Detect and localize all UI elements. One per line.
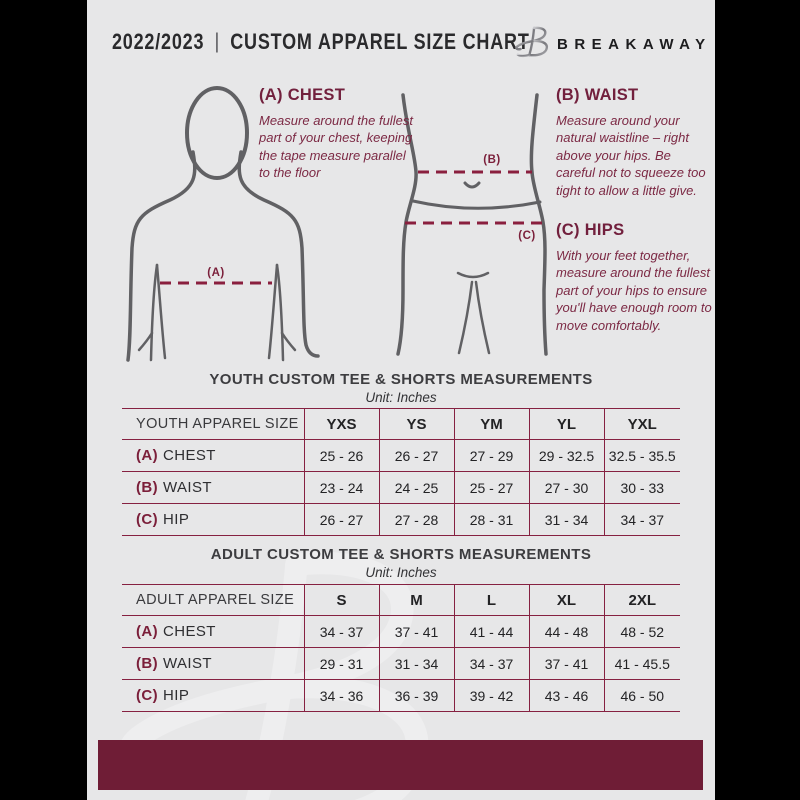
cell: 23 - 24 — [304, 472, 379, 504]
cell: 48 - 52 — [604, 616, 680, 648]
table-row-chest — [122, 616, 680, 648]
cell: 34 - 37 — [304, 616, 379, 648]
row-label: WAIST — [163, 655, 212, 672]
row-prefix: (C) — [136, 687, 159, 704]
cell: 44 - 48 — [529, 616, 604, 648]
cell: 29 - 32.5 — [529, 440, 604, 472]
row-label: CHEST — [163, 447, 216, 464]
cell: 37 - 41 — [379, 616, 454, 648]
chest-section-heading: (A) CHEST — [259, 86, 346, 104]
table-row-hip — [122, 504, 680, 536]
size-column-header: YOUTH APPAREL SIZE — [122, 409, 304, 440]
black-margin-right — [715, 0, 800, 800]
adult-table-title: ADULT CUSTOM TEE & SHORTS MEASUREMENTS — [210, 546, 592, 563]
youth-table-unit: Unit: Inches — [365, 390, 437, 405]
chest-section-description: Measure around the fullest part of your chest, keeping the tape measure parallel to the floor — [259, 113, 413, 181]
table-row-chest — [122, 440, 680, 472]
size-header: L — [454, 585, 529, 616]
size-header: M — [379, 585, 454, 616]
cell: 34 - 37 — [454, 648, 529, 680]
footer-bar — [98, 740, 703, 790]
hips-section-heading: (C) HIPS — [556, 221, 625, 239]
cell: 27 - 28 — [379, 504, 454, 536]
cell: 29 - 31 — [304, 648, 379, 680]
row-prefix: (B) — [136, 655, 159, 672]
adult-size-table — [122, 584, 680, 712]
size-chart-page — [87, 0, 715, 800]
cell: 37 - 41 — [529, 648, 604, 680]
cell: 39 - 42 — [454, 680, 529, 712]
size-header: YXL — [604, 409, 680, 440]
cell: 25 - 26 — [304, 440, 379, 472]
cell: 32.5 - 35.5 — [604, 440, 680, 472]
row-prefix: (C) — [136, 511, 159, 528]
size-header: YXS — [304, 409, 379, 440]
cell: 26 - 27 — [379, 440, 454, 472]
cell: 46 - 50 — [604, 680, 680, 712]
title-separator: | — [214, 30, 220, 53]
brand-name: BREAKAWAY — [557, 36, 712, 53]
size-header: XL — [529, 585, 604, 616]
hip-marker-label: (C) — [518, 230, 536, 242]
waist-section-description: Measure around your natural waistline – right above your hips. Be careful not to squeeze too tight to allow a little give. — [556, 113, 706, 198]
cell: 41 - 45.5 — [604, 648, 680, 680]
table-header-row — [122, 585, 680, 616]
cell: 41 - 44 — [454, 616, 529, 648]
table-header-row — [122, 409, 680, 440]
cell: 31 - 34 — [529, 504, 604, 536]
size-column-header: ADULT APPAREL SIZE — [122, 585, 304, 616]
black-margin-left — [0, 0, 87, 800]
table-row-hip — [122, 680, 680, 712]
chest-marker-label: (A) — [207, 267, 225, 279]
breakaway-logo-icon — [515, 25, 550, 58]
cell: 36 - 39 — [379, 680, 454, 712]
cell: 25 - 27 — [454, 472, 529, 504]
row-prefix: (A) — [136, 447, 159, 464]
adult-table-wrap — [122, 584, 680, 712]
size-header: S — [304, 585, 379, 616]
cell: 26 - 27 — [304, 504, 379, 536]
cell: 34 - 36 — [304, 680, 379, 712]
row-prefix: (A) — [136, 623, 159, 640]
youth-table-wrap — [122, 408, 680, 536]
cell: 34 - 37 — [604, 504, 680, 536]
size-header: YL — [529, 409, 604, 440]
season-label: 2022/2023 — [112, 29, 205, 54]
waist-marker-label: (B) — [483, 154, 501, 166]
cell: 27 - 29 — [454, 440, 529, 472]
row-label: HIP — [163, 687, 190, 704]
cell: 30 - 33 — [604, 472, 680, 504]
chart-title: CUSTOM APPAREL SIZE CHART — [230, 29, 530, 54]
row-prefix: (B) — [136, 479, 159, 496]
cell: 28 - 31 — [454, 504, 529, 536]
cell: 24 - 25 — [379, 472, 454, 504]
row-label: CHEST — [163, 623, 216, 640]
cell: 31 - 34 — [379, 648, 454, 680]
page-title — [112, 29, 530, 55]
cell: 43 - 46 — [529, 680, 604, 712]
size-header: YS — [379, 409, 454, 440]
size-header: 2XL — [604, 585, 680, 616]
table-row-waist — [122, 472, 680, 504]
adult-table-unit: Unit: Inches — [365, 565, 437, 580]
row-label: HIP — [163, 511, 190, 528]
waist-section-heading: (B) WAIST — [556, 86, 639, 104]
youth-table-title: YOUTH CUSTOM TEE & SHORTS MEASUREMENTS — [209, 371, 593, 388]
hips-section-description: With your feet together, measure around the fullest part of your hips to ensure you'll have enough room to move comfortably. — [556, 248, 712, 333]
cell: 27 - 30 — [529, 472, 604, 504]
youth-size-table — [122, 408, 680, 536]
size-header: YM — [454, 409, 529, 440]
row-label: WAIST — [163, 479, 212, 496]
table-row-waist — [122, 648, 680, 680]
